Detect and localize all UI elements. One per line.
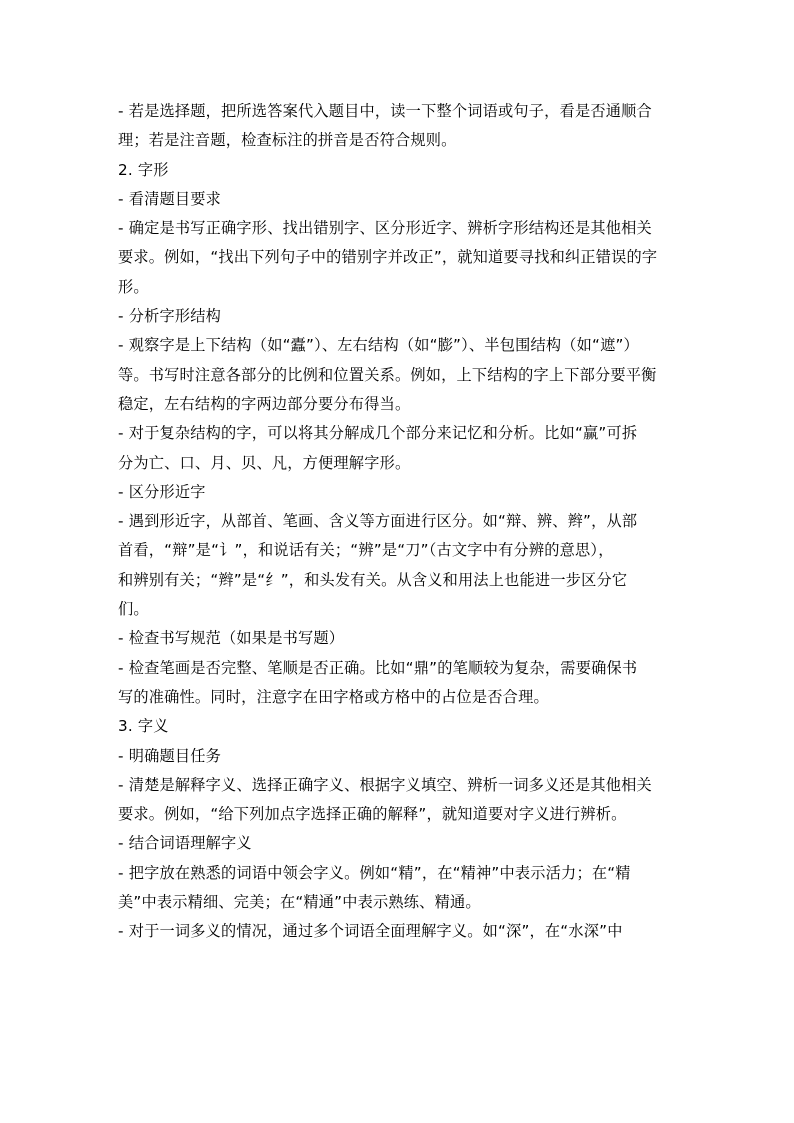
- text-line: - 分析字形结构: [118, 307, 222, 326]
- text-line: - 区分形近字: [118, 482, 206, 501]
- text-line: - 明确题目任务: [118, 746, 222, 765]
- text-line: 形。: [118, 277, 149, 296]
- document-body: [118, 97, 680, 947]
- section-heading: 2. 字形: [118, 160, 169, 179]
- text-line: - 若是选择题，把所选答案代入题目中，读一下整个词语或句子，看是否通顺合: [118, 102, 652, 120]
- text-line: 稳定，左右结构的字两边部分要分布得当。: [118, 394, 411, 413]
- text-line: 和辨别有关；“辫”是“纟”，和头发有关。从含义和用法上也能进一步区分它: [118, 570, 628, 589]
- text-line: - 清楚是解释字义、选择正确字义、根据字义填空、辨析一词多义还是其他相关: [118, 775, 652, 794]
- text-line: 写的准确性。同时，注意字在田字格或方格中的占位是否合理。: [118, 687, 549, 706]
- text-line: 首看，“辩”是“讠”，和说话有关；“辨”是“刀”（古文字中有分辨的意思），: [118, 541, 614, 560]
- text-line: - 看清题目要求: [118, 189, 222, 208]
- section-heading: 3. 字义: [118, 717, 169, 736]
- text-line: - 对于复杂结构的字，可以将其分解成几个部分来记忆和分析。比如“赢”可拆: [118, 424, 638, 443]
- text-line: - 检查书写规范（如果是书写题）: [118, 629, 345, 648]
- text-line: 要求。例如，“给下列加点字选择正确的解释”，就知道要对字义进行辨析。: [118, 805, 627, 824]
- text-line: - 结合词语理解字义: [118, 834, 252, 853]
- text-line: - 把字放在熟悉的词语中领会字义。例如“精”，在“精神”中表示活力；在“精: [118, 863, 631, 882]
- text-line: 要求。例如，“找出下列句子中的错别字并改正”，就知道要寻找和纠正错误的字: [118, 248, 658, 267]
- text-line: - 对于一词多义的情况，通过多个词语全面理解字义。如“深”，在“水深”中: [118, 922, 623, 941]
- text-line: 等。书写时注意各部分的比例和位置关系。例如，上下结构的字上下部分要平衡: [118, 365, 657, 384]
- text-line: - 遇到形近字，从部首、笔画、含义等方面进行区分。如“辩、辨、辫”，从部: [118, 512, 638, 531]
- text-line: - 观察字是上下结构（如“蠹”）、左右结构（如“膨”）、半包围结构（如“遮”）: [118, 336, 639, 355]
- text-line: 理；若是注音题，检查标注的拼音是否符合规则。: [118, 131, 457, 150]
- text-line: - 检查笔画是否完整、笔顺是否正确。比如“鼎”的笔顺较为复杂，需要确保书: [118, 658, 638, 677]
- text-line: 美”中表示精细、完美；在“精通”中表示熟练、精通。: [118, 893, 481, 912]
- text-line: 们。: [118, 600, 149, 619]
- text-line: 分为亡、口、月、贝、凡，方便理解字形。: [118, 453, 411, 472]
- text-line: - 确定是书写正确字形、找出错别字、区分形近字、辨析字形结构还是其他相关: [118, 219, 652, 238]
